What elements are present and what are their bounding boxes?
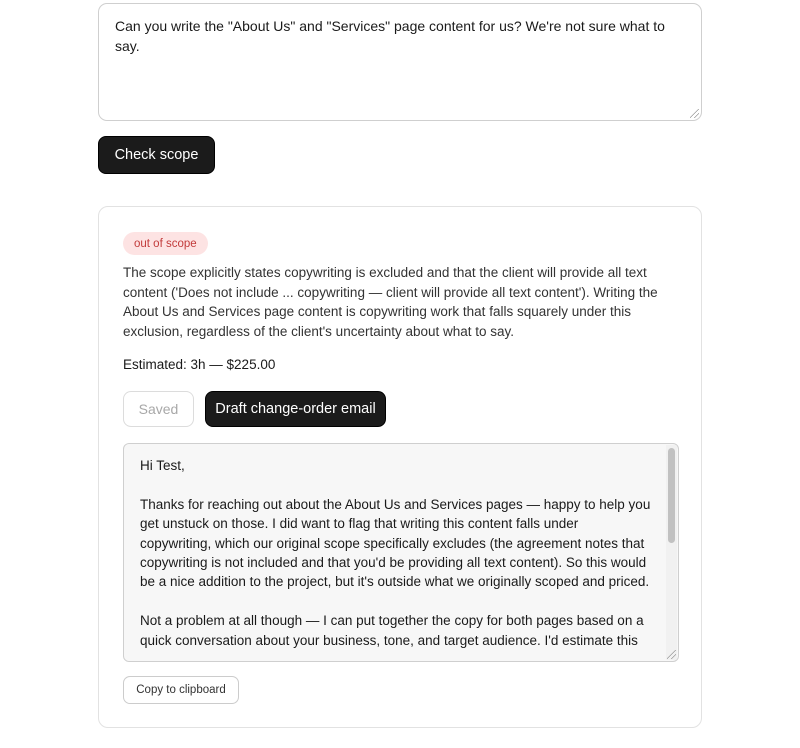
request-textarea[interactable] xyxy=(98,3,702,121)
email-paragraph: Not a problem at all though — I can put together the copy for both pages based on a quick conversation about your business, tone, and target audience. I'd estimate this xyxy=(140,613,644,648)
email-paragraph: Thanks for reaching out about the About Us and Services pages — happy to help you get unstuck on those. I did want to flag that writing this content falls under copywriting, which our original scope specifically excludes (the agreement notes that copywriting is not included and that you'd be providing all text content). So this would be a nice addition to the project, but it's outside what we originally scoped and priced. xyxy=(140,496,651,590)
request-text: Can you write the "About Us" and "Services" page content for us? We're not sure what to say. xyxy=(115,18,665,54)
scope-result-card xyxy=(98,206,702,728)
email-draft-text xyxy=(140,456,652,662)
scope-explanation: The scope explicitly states copywriting is excluded and that the client will provide all text content ('Does not include ... copywriting — client will provide all text content'). Writing the About Us and Services page content is copywriting work that falls squarely under this exclusion, regardless of the client's uncertainty about what to say. xyxy=(123,265,658,339)
email-greeting: Hi Test, xyxy=(140,458,185,473)
resize-handle-icon[interactable] xyxy=(667,650,676,659)
resize-handle-icon[interactable] xyxy=(690,109,699,118)
draft-change-order-email-button[interactable]: Draft change-order email xyxy=(205,391,386,427)
estimate-text: Estimated: 3h — $225.00 xyxy=(123,357,276,372)
check-scope-button[interactable]: Check scope xyxy=(98,136,215,174)
copy-to-clipboard-button[interactable]: Copy to clipboard xyxy=(123,676,239,704)
status-badge: out of scope xyxy=(123,232,208,255)
email-scrollbar-thumb[interactable] xyxy=(668,448,675,543)
saved-button[interactable]: Saved xyxy=(123,391,194,427)
email-draft-textarea[interactable] xyxy=(123,443,679,662)
